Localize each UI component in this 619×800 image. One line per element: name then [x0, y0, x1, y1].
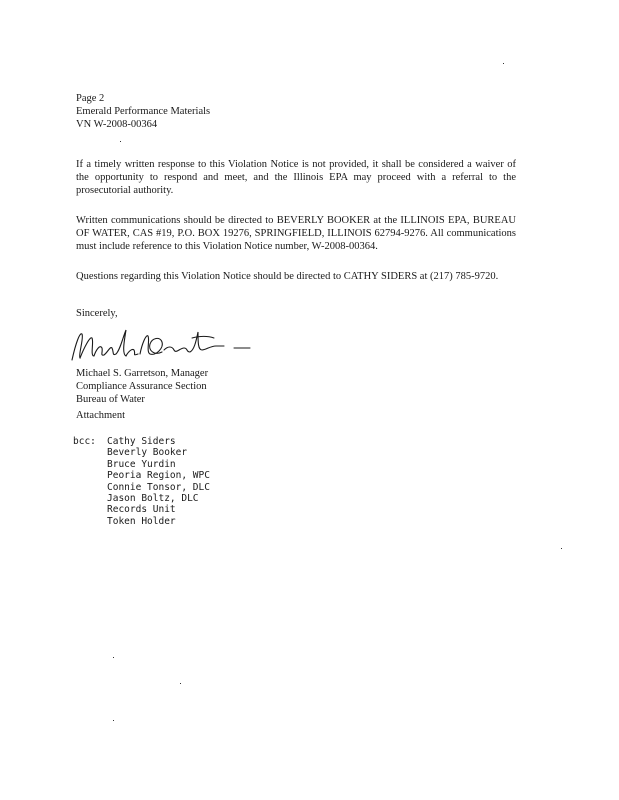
- bcc-recipient: Bruce Yurdin: [107, 458, 176, 470]
- scan-speck: [503, 63, 504, 64]
- scan-speck: [113, 720, 114, 721]
- bcc-recipient: Records Unit: [107, 504, 176, 516]
- closing-salutation: Sincerely,: [76, 308, 118, 319]
- paragraph-questions: Questions regarding this Violation Notice should be directed to CATHY SIDERS at (217) 785-9720.: [76, 271, 499, 282]
- bcc-recipient: Connie Tonsor, DLC: [107, 481, 210, 493]
- company-name: Emerald Performance Materials: [76, 106, 211, 117]
- signer-bureau: Bureau of Water: [76, 394, 145, 405]
- signer-name: Michael S. Garretson, Manager: [76, 368, 209, 379]
- letter-header: [76, 92, 210, 131]
- scan-speck: [113, 657, 114, 658]
- bcc-recipient: Cathy Siders: [107, 436, 176, 447]
- scan-speck: [561, 548, 562, 549]
- violation-notice-number: VN W-2008-00364: [76, 119, 158, 130]
- bcc-recipient-list: [107, 436, 210, 527]
- scan-speck: [120, 141, 121, 142]
- signer-section: Compliance Assurance Section: [76, 381, 207, 392]
- paragraph-written-communications: Written communications should be directed to BEVERLY BOOKER at the ILLINOIS EPA, BUREAU OF WATER, CAS #19, P.O. BOX 19276, SPRINGFIELD, ILLINOIS 62794-9276. All communications must include reference to this Violation Notice number, W-2008-00364.: [76, 215, 516, 252]
- bcc-recipient: Peoria Region, WPC: [107, 470, 210, 482]
- signature-image: [66, 322, 256, 366]
- bcc-recipient: Jason Boltz, DLC: [107, 493, 199, 505]
- signer-block: [76, 367, 208, 406]
- scan-speck: [180, 683, 181, 684]
- attachment-label: Attachment: [76, 410, 125, 421]
- bcc-label: bcc:: [73, 436, 96, 447]
- bcc-recipient: Beverly Booker: [107, 447, 188, 459]
- paragraph-response-waiver: If a timely written response to this Violation Notice is not provided, it shall be considered a waiver of the opportunity to respond and meet, and the Illinois EPA may proceed with a referral to the prosecutorial authority.: [76, 159, 516, 196]
- bcc-recipient: Token Holder: [107, 515, 176, 527]
- page-number: Page 2: [76, 93, 105, 104]
